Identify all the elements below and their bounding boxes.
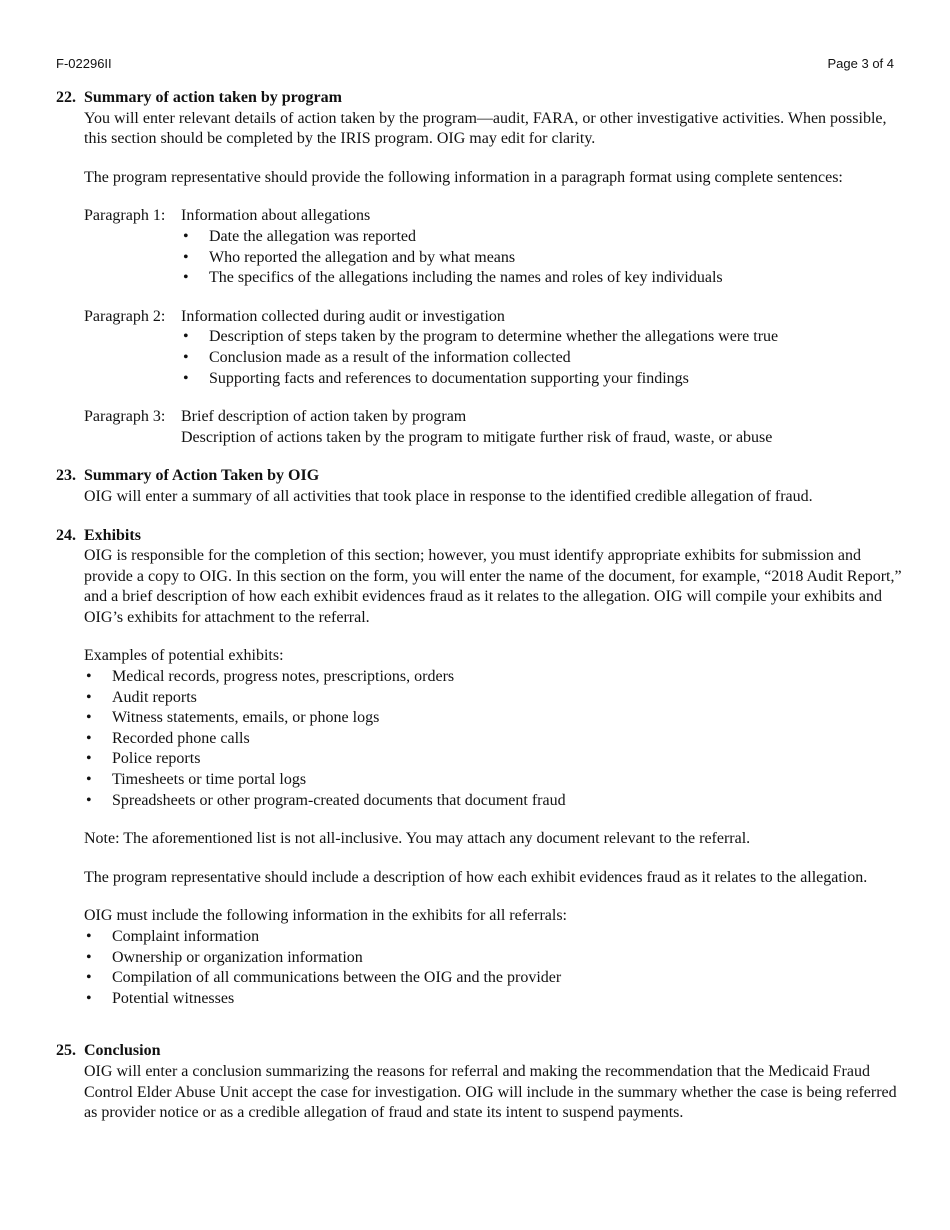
list-item: • Supporting facts and references to documentation supporting your findings [181,369,906,390]
list-item: • Medical records, progress notes, prescriptions, orders [84,667,906,688]
paragraph-label: Paragraph 1: [84,207,166,225]
list-item: • Witness statements, emails, or phone logs [84,708,906,729]
section-23 [56,466,906,507]
list-item: • Conclusion made as a result of the information collected [181,348,906,369]
paragraph-3-guidance [84,407,906,448]
document-body [56,88,906,1124]
note-text: Note: The aforementioned list is not all-inclusive. You may attach any document relevant to the referral. [84,830,751,848]
paragraph-heading: Information about allegations [181,207,371,225]
exhibit-examples-list [84,667,906,811]
section-title: Summary of action taken by program [84,89,342,106]
section-number: 23. [56,467,76,485]
paragraph-label: Paragraph 3: [84,408,166,426]
section-intro: You will enter relevant details of action taken by the program—audit, FARA, or other investigative activities. When possible, this section should be completed by the IRIS program. OIG may edit for clarity. [84,109,887,148]
list-item: • Potential witnesses [84,989,906,1010]
section-text: OIG will enter a conclusion summarizing the reasons for referral and making the recommendation that the Medicaid Fraud Control Elder Abuse Unit accept the case for investigation. OIG will include in the summary whether the case is being referred as provider notice or as a credible allegation of fraud and state its intent to suspend payments. [84,1062,897,1122]
oig-requirements-list [84,927,906,1009]
paragraph-1-guidance [84,206,906,288]
bullet-list [181,227,906,289]
list-item: • Police reports [84,749,906,770]
section-number: 25. [56,1042,76,1060]
section-number: 24. [56,526,76,544]
description-text: The program representative should include a description of how each exhibit evidences fraud as it relates to the allegation. [84,868,868,886]
paragraph-2-guidance [84,307,906,389]
list-item: • Timesheets or time portal logs [84,770,906,791]
paragraph-heading: Brief description of action taken by program [181,408,467,426]
list-item: • Date the allegation was reported [181,227,906,248]
list-item: • The specifics of the allegations including the names and roles of key individuals [181,268,906,289]
list-item: • Complaint information [84,927,906,948]
section-instruction: The program representative should provide the following information in a paragraph format using complete sentences: [84,168,843,186]
paragraph-detail: Description of actions taken by the program to mitigate further risk of fraud, waste, or abuse [181,428,773,446]
list-item: • Audit reports [84,688,906,709]
section-24 [56,526,906,1010]
list-item: • Ownership or organization information [84,948,906,969]
page-number: Page 3 of 4 [827,56,894,71]
list-item: • Recorded phone calls [84,729,906,750]
bullet-list [181,327,906,389]
list-item: • Spreadsheets or other program-created documents that document fraud [84,791,906,812]
section-22 [56,88,906,448]
list-item: • Who reported the allegation and by what means [181,248,906,269]
section-title: Summary of Action Taken by OIG [84,467,320,485]
form-id: F-02296II [56,56,112,71]
section-title: Exhibits [84,526,141,544]
section-number: 22. [56,89,76,106]
paragraph-label: Paragraph 2: [84,307,166,325]
examples-label: Examples of potential exhibits: [84,647,284,665]
section-title: Conclusion [84,1042,161,1060]
list-item: • Compilation of all communications between the OIG and the provider [84,968,906,989]
section-text: OIG will enter a summary of all activities that took place in response to the identified credible allegation of fraud. [84,487,813,505]
section-25 [56,1041,906,1123]
paragraph-heading: Information collected during audit or investigation [181,307,505,325]
oig-requirements-label: OIG must include the following information in the exhibits for all referrals: [84,907,567,925]
list-item: • Description of steps taken by the program to determine whether the allegations were true [181,327,906,348]
section-intro: OIG is responsible for the completion of this section; however, you must identify appropriate exhibits for submission and provide a copy to OIG. In this section on the form, you will enter the name of the document, for example, “2018 Audit Report,” and a brief description of how each exhibit evidences fraud as it relates to the allegation. OIG will compile your exhibits and OIG’s exhibits for attachment to the referral. [84,547,902,626]
